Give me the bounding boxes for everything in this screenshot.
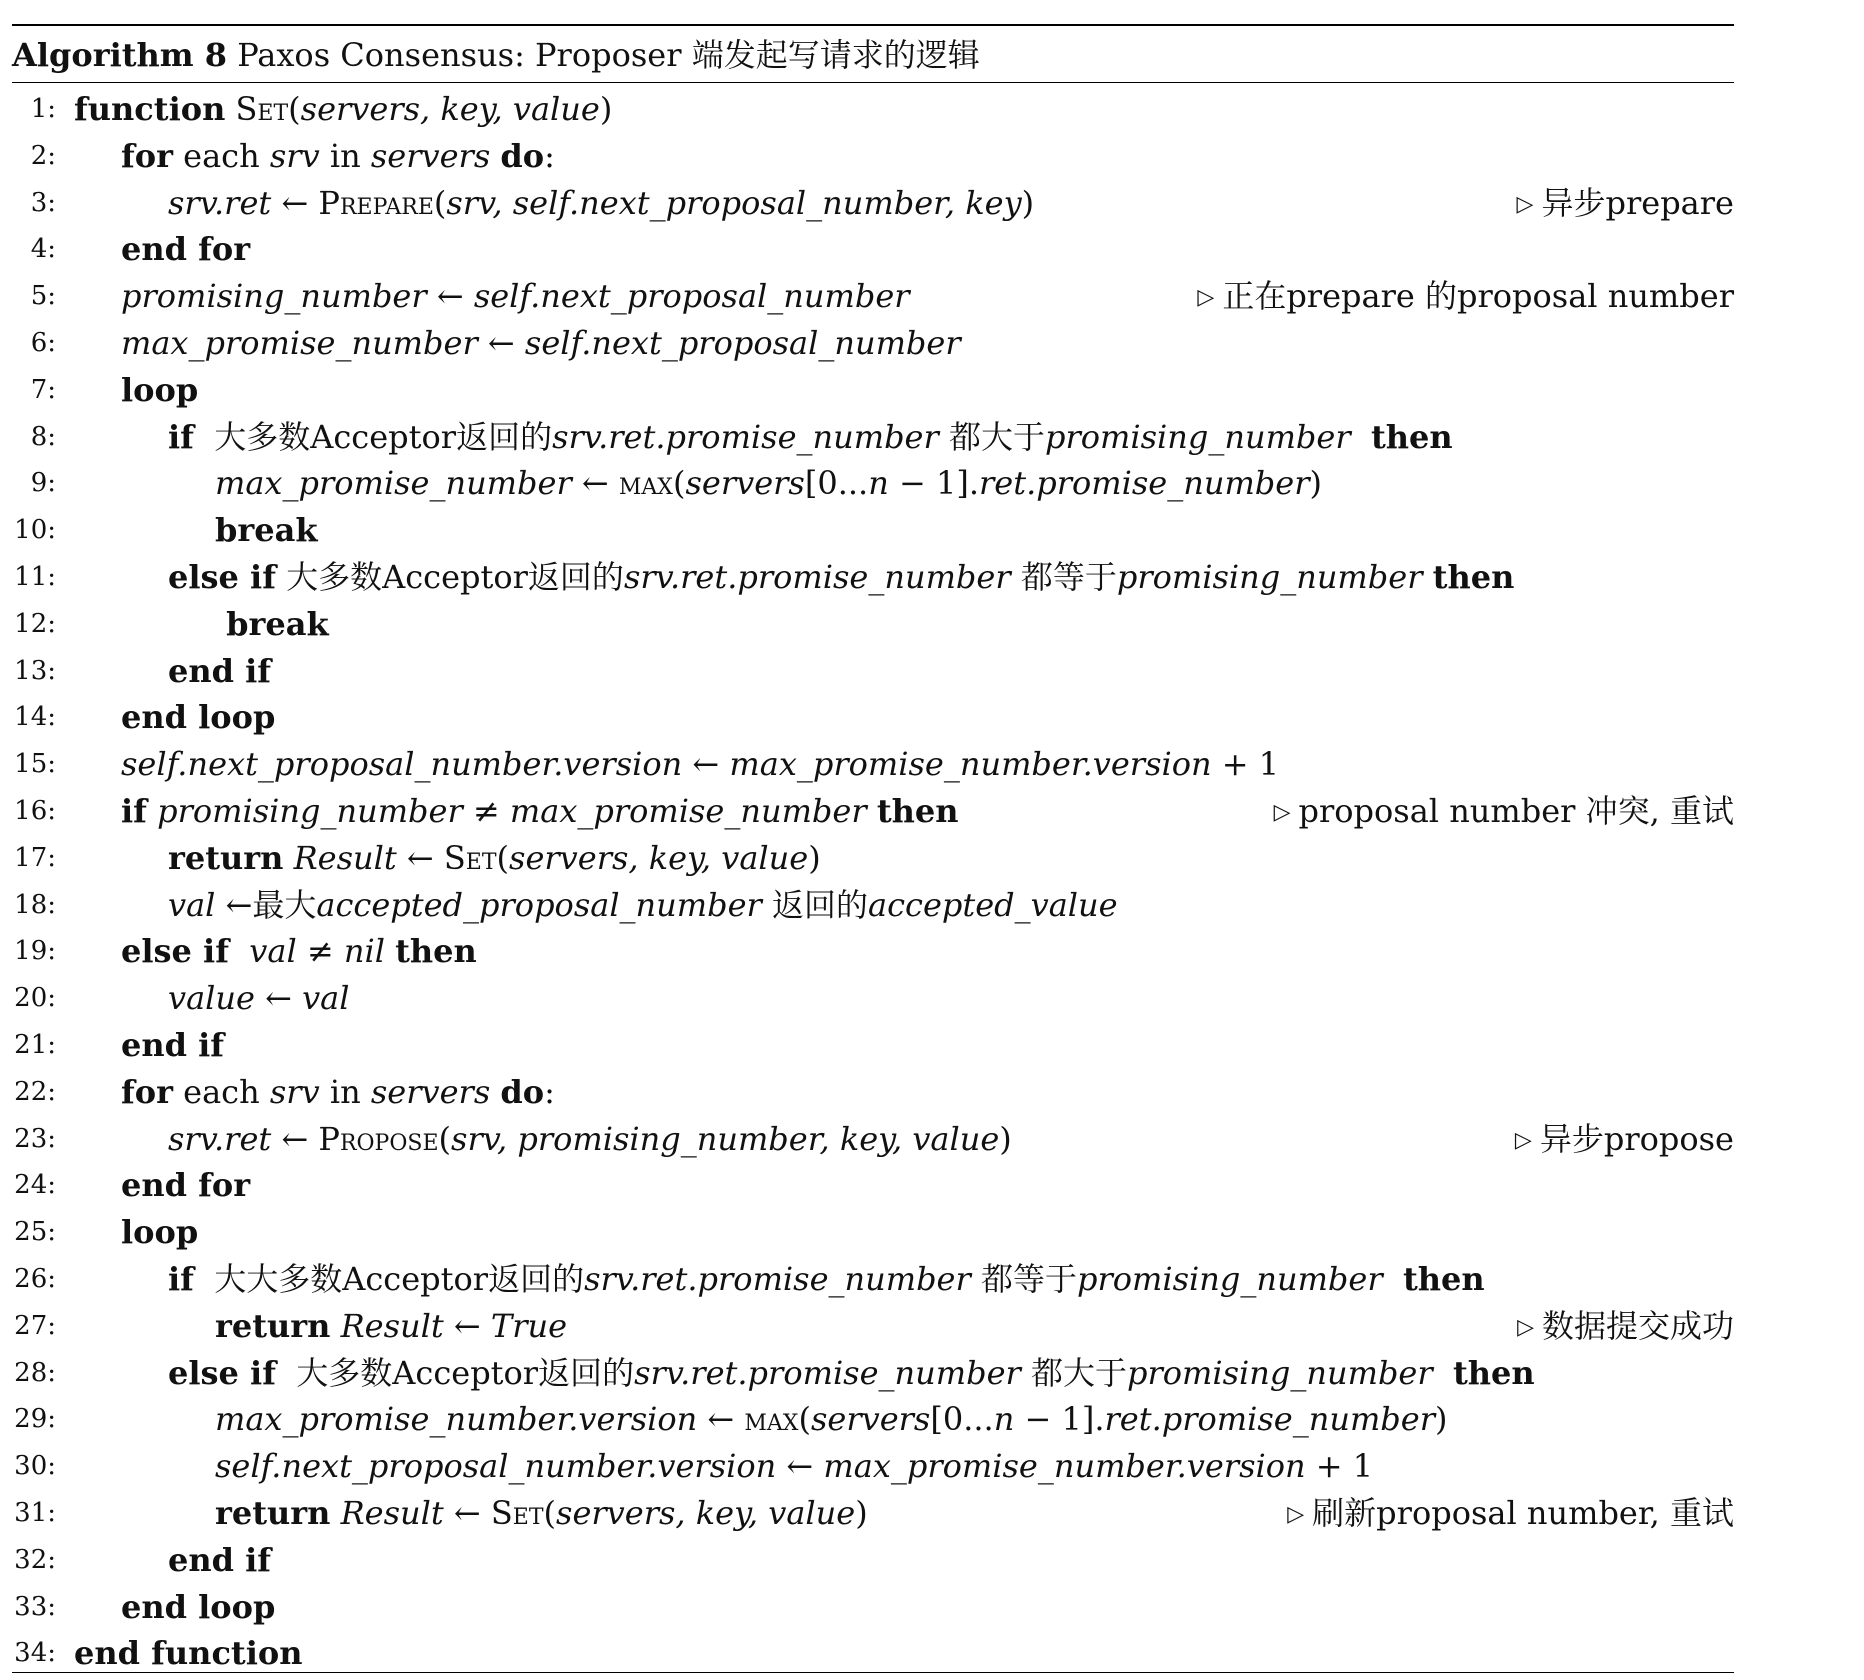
code-text xyxy=(229,932,249,970)
code-text: ← xyxy=(776,1447,824,1486)
comment-triangle-icon: ▷ xyxy=(1197,285,1215,311)
variable: max_promise_number.version xyxy=(729,745,1212,784)
code-text xyxy=(385,932,395,970)
code-text: in xyxy=(319,1072,371,1111)
variable: self.next_proposal_number xyxy=(524,324,961,362)
line-code xyxy=(215,601,329,647)
algorithm-line xyxy=(12,1350,1734,1396)
line-code xyxy=(121,928,477,974)
code-text: ( xyxy=(433,183,447,222)
line-code xyxy=(121,367,198,413)
algorithm-line xyxy=(12,460,1734,506)
line-number: 24: xyxy=(14,1170,56,1201)
variable: srv, promising_number, key, value xyxy=(451,1119,1000,1158)
variable: promising_number xyxy=(1127,1353,1433,1392)
line-code xyxy=(121,788,958,834)
code-text xyxy=(330,1494,340,1532)
code-text xyxy=(1383,1260,1403,1298)
variable: promising_number xyxy=(157,792,463,830)
line-number: 14: xyxy=(14,702,56,733)
variable: self.next_proposal_number xyxy=(473,277,910,316)
line-number: 12: xyxy=(14,608,56,639)
line-code xyxy=(215,1303,567,1349)
line-number: 30: xyxy=(14,1451,56,1482)
keyword: then xyxy=(1370,417,1453,456)
code-text: − 1]. xyxy=(888,464,979,503)
variable: servers xyxy=(810,1400,931,1439)
keyword: loop xyxy=(121,370,199,409)
comment-text: proposal number 冲突, 重试 xyxy=(1298,792,1734,830)
keyword: then xyxy=(1432,558,1515,596)
code-text: 都大于 xyxy=(938,417,1045,456)
line-code xyxy=(168,1116,1012,1162)
line-number: 1: xyxy=(30,94,56,124)
line-number: 34: xyxy=(14,1638,56,1669)
variable: srv.ret.promise_number xyxy=(584,1260,971,1298)
line-code xyxy=(215,1396,1448,1442)
code-text xyxy=(1433,1354,1453,1392)
code-text xyxy=(225,90,235,128)
line-number: 23: xyxy=(14,1123,56,1154)
line-comment xyxy=(1517,1303,1734,1354)
code-text: ) xyxy=(1435,1400,1448,1439)
code-text: 大多数Acceptor返回的 xyxy=(275,1353,635,1392)
code-text: ( xyxy=(438,1119,452,1158)
code-text: ( xyxy=(672,464,686,503)
line-code xyxy=(168,414,1453,460)
variable: Result xyxy=(340,1494,444,1532)
keyword: return xyxy=(168,838,284,877)
code-text: ) xyxy=(999,1119,1012,1158)
keyword: end for xyxy=(121,1166,251,1205)
variable: srv.ret.promise_number xyxy=(623,558,1011,596)
keyword: end loop xyxy=(121,1587,276,1626)
variable: promising_number xyxy=(1076,1260,1383,1298)
algorithm-line xyxy=(12,882,1734,928)
line-code xyxy=(121,320,961,366)
keyword: function xyxy=(74,90,226,128)
algorithm-line xyxy=(12,1630,1734,1676)
algorithm-line xyxy=(12,226,1734,272)
keyword: end if xyxy=(121,1026,225,1064)
code-text: ≠ xyxy=(462,792,510,830)
variable: Result xyxy=(293,838,397,877)
line-number: 21: xyxy=(14,1030,56,1060)
variable: val xyxy=(302,979,350,1018)
line-number: 31: xyxy=(14,1498,56,1528)
line-code xyxy=(168,1256,1485,1302)
keyword: if xyxy=(168,1260,194,1298)
code-text: ← xyxy=(443,1306,491,1345)
code-text xyxy=(283,839,293,877)
code-text: ← xyxy=(271,183,319,222)
line-number: 16: xyxy=(14,796,56,826)
variable: accepted_value xyxy=(868,885,1118,924)
comment-triangle-icon: ▷ xyxy=(1514,1127,1532,1153)
keyword: break xyxy=(215,604,329,643)
procedure-name: Prepare xyxy=(318,183,434,222)
variable: val xyxy=(249,932,297,971)
keyword: then xyxy=(1402,1260,1485,1298)
variable: servers, key, value xyxy=(509,838,809,877)
line-number: 13: xyxy=(14,655,56,686)
caption-label: Algorithm 8 xyxy=(12,36,228,74)
variable: ret.promise_number xyxy=(978,464,1310,503)
variable: promising_number xyxy=(121,277,427,316)
line-comment xyxy=(1197,273,1734,324)
variable: promising_number xyxy=(1044,417,1351,456)
line-comment xyxy=(1274,788,1734,839)
line-number: 20: xyxy=(14,983,56,1014)
keyword: if xyxy=(121,792,147,830)
algorithm-line xyxy=(12,1396,1734,1442)
variable: max_promise_number.version xyxy=(823,1447,1306,1486)
code-text: + 1 xyxy=(1305,1447,1374,1486)
keyword: if xyxy=(168,417,194,456)
algorithm-line xyxy=(12,273,1734,319)
algorithm-line xyxy=(12,1443,1734,1489)
algorithm-caption xyxy=(12,32,980,78)
procedure-name: max xyxy=(618,464,673,503)
line-code xyxy=(121,1584,275,1630)
algorithm-line xyxy=(12,601,1734,647)
algorithm-line xyxy=(12,1022,1734,1068)
code-text: [0... xyxy=(804,464,869,503)
line-number: 6: xyxy=(30,328,56,358)
variable: srv.ret.promise_number xyxy=(634,1353,1021,1392)
line-code xyxy=(121,133,555,179)
variable: ret.promise_number xyxy=(1104,1400,1436,1439)
caption-title: Paxos Consensus: Proposer 端发起写请求的逻辑 xyxy=(237,36,980,74)
algorithm-line xyxy=(12,320,1734,366)
variable: promising_number xyxy=(1116,558,1423,596)
line-code xyxy=(121,1162,250,1208)
variable: servers, key, value xyxy=(556,1494,856,1532)
line-number: 15: xyxy=(14,749,56,780)
keyword: then xyxy=(1453,1353,1535,1392)
variable: Result xyxy=(340,1306,444,1345)
algorithm-line xyxy=(12,133,1734,179)
line-code xyxy=(168,1537,271,1583)
variable: max_promise_number xyxy=(121,324,478,362)
keyword: loop xyxy=(121,1213,199,1252)
code-text: 大多数Acceptor返回的 xyxy=(275,558,624,596)
line-code xyxy=(215,507,318,553)
algorithm-line xyxy=(12,741,1734,787)
code-text: 都等于 xyxy=(1010,558,1117,596)
code-text: 大多数Acceptor返回的 xyxy=(193,417,553,456)
line-number: 9: xyxy=(30,468,56,499)
line-comment xyxy=(1517,180,1734,231)
procedure-name: max xyxy=(744,1400,799,1439)
keyword: do xyxy=(500,1072,545,1111)
variable: n xyxy=(993,1400,1015,1439)
algorithm-line xyxy=(12,975,1734,1021)
line-code xyxy=(215,460,1322,506)
variable: srv.ret xyxy=(168,183,272,222)
bottom-rule xyxy=(12,1672,1734,1673)
variable: srv, self.next_proposal_number, key xyxy=(446,183,1022,222)
code-text: ← xyxy=(443,1494,491,1532)
variable: srv.ret.promise_number xyxy=(552,417,939,456)
comment-text: 正在prepare 的proposal number xyxy=(1222,277,1734,316)
keyword: do xyxy=(500,136,545,175)
comment-text: 数据提交成功 xyxy=(1541,1306,1734,1345)
variable: value xyxy=(168,979,255,1018)
line-number: 33: xyxy=(14,1591,56,1622)
keyword: return xyxy=(215,1494,331,1532)
line-number: 5: xyxy=(30,281,56,312)
code-text: ← xyxy=(477,324,525,362)
code-text: ← xyxy=(426,277,474,316)
line-code xyxy=(121,226,250,272)
algorithm-line xyxy=(12,1162,1734,1208)
keyword: end loop xyxy=(121,698,276,737)
keyword: for xyxy=(121,1072,173,1111)
line-number: 29: xyxy=(14,1404,56,1435)
line-code xyxy=(168,1350,1535,1396)
variable: servers xyxy=(370,1072,491,1111)
line-number: 27: xyxy=(14,1310,56,1341)
variable: srv xyxy=(269,1072,320,1111)
line-number: 10: xyxy=(14,515,56,546)
keyword: then xyxy=(876,792,959,830)
code-text: 都大于 xyxy=(1020,1353,1127,1392)
algorithm-line xyxy=(12,1209,1734,1255)
line-code xyxy=(121,1209,198,1255)
algorithm-line xyxy=(12,1490,1734,1536)
algorithm-line xyxy=(12,694,1734,740)
algorithm-line xyxy=(12,507,1734,553)
code-text xyxy=(1422,558,1432,596)
code-text: ) xyxy=(1309,464,1322,503)
algorithm-line xyxy=(12,1116,1734,1162)
keyword: return xyxy=(215,1306,331,1345)
algorithm-line xyxy=(12,1584,1734,1630)
procedure-name: Set xyxy=(443,838,497,877)
caption-rule xyxy=(12,82,1734,83)
keyword: end if xyxy=(168,651,272,690)
keyword: end for xyxy=(121,230,251,269)
code-text: + 1 xyxy=(1211,745,1280,784)
line-number: 7: xyxy=(30,374,56,405)
line-number: 3: xyxy=(30,187,56,218)
keyword: else if xyxy=(168,1353,276,1392)
code-text xyxy=(867,792,877,830)
variable: servers xyxy=(685,464,805,503)
procedure-name: Propose xyxy=(318,1119,439,1158)
code-text xyxy=(1351,418,1371,456)
code-text xyxy=(490,137,500,175)
code-text: − 1]. xyxy=(1014,1400,1105,1439)
line-code xyxy=(121,1022,224,1068)
variable: max_promise_number xyxy=(215,464,572,503)
variable: val xyxy=(168,885,216,924)
keyword: else if xyxy=(121,932,229,971)
line-code xyxy=(168,835,821,881)
comment-triangle-icon: ▷ xyxy=(1273,800,1291,825)
algorithm-line xyxy=(12,554,1734,600)
code-text: ) xyxy=(808,838,821,877)
variable: max_promise_number xyxy=(509,792,867,830)
algorithm-line xyxy=(12,1069,1734,1115)
keyword: else if xyxy=(168,558,276,596)
code-text: ← xyxy=(254,979,303,1018)
variable: self.next_proposal_number.version xyxy=(215,1447,777,1486)
line-code xyxy=(168,648,271,694)
variable: nil xyxy=(343,932,385,971)
code-text: : xyxy=(544,136,555,175)
comment-triangle-icon: ▷ xyxy=(1516,191,1534,217)
variable: srv xyxy=(269,136,320,175)
variable: n xyxy=(868,464,889,503)
code-text: ← xyxy=(396,838,444,877)
keyword: then xyxy=(395,932,477,971)
code-text: ) xyxy=(599,90,613,128)
comment-text: 异步prepare xyxy=(1541,183,1734,222)
line-comment xyxy=(1287,1490,1734,1541)
algorithm-line xyxy=(12,648,1734,694)
line-code xyxy=(215,1490,868,1536)
code-text: each xyxy=(172,1072,270,1111)
line-number: 19: xyxy=(14,936,56,967)
code-text: in xyxy=(319,136,371,175)
line-number: 22: xyxy=(14,1076,56,1107)
code-text: ) xyxy=(1021,183,1035,222)
procedure-name: Set xyxy=(235,90,289,128)
line-code xyxy=(121,741,1279,787)
keyword: end function xyxy=(74,1634,303,1673)
line-code xyxy=(74,86,612,132)
code-text: [0... xyxy=(930,1400,994,1439)
algorithm-line xyxy=(12,788,1734,834)
line-number: 8: xyxy=(30,421,56,452)
comment-text: 刷新proposal number, 重试 xyxy=(1312,1494,1734,1532)
code-text: ← xyxy=(682,745,730,784)
algorithm-line xyxy=(12,86,1734,132)
code-text: ← xyxy=(697,1400,745,1439)
code-text: 返回的 xyxy=(761,885,869,924)
variable: servers, key, value xyxy=(300,90,600,128)
keyword: for xyxy=(121,136,173,175)
line-number: 11: xyxy=(14,562,56,592)
line-number: 18: xyxy=(14,889,56,920)
algorithm-line xyxy=(12,928,1734,974)
line-code xyxy=(121,273,910,319)
variable: srv.ret xyxy=(168,1119,272,1158)
code-text: ) xyxy=(855,1494,868,1532)
line-code xyxy=(215,1443,1373,1489)
algorithm-line xyxy=(12,367,1734,413)
line-number: 25: xyxy=(14,1217,56,1248)
line-comment xyxy=(1515,1116,1734,1167)
code-text xyxy=(330,1307,340,1345)
algorithm-line xyxy=(12,835,1734,881)
line-code xyxy=(121,694,275,740)
line-code xyxy=(168,882,1118,928)
code-text: ( xyxy=(543,1494,557,1532)
variable: accepted_proposal_number xyxy=(316,885,762,924)
code-text: ( xyxy=(798,1400,811,1439)
variable: servers xyxy=(370,136,491,175)
top-rule xyxy=(12,24,1734,26)
code-text: each xyxy=(172,136,270,175)
line-number: 4: xyxy=(30,234,56,265)
algorithm-line xyxy=(12,1537,1734,1583)
line-code xyxy=(121,1069,555,1115)
code-text: ← xyxy=(271,1119,319,1158)
algorithm-line xyxy=(12,180,1734,226)
code-text xyxy=(147,792,157,830)
comment-triangle-icon: ▷ xyxy=(1287,1502,1305,1527)
algorithm-line xyxy=(12,1303,1734,1349)
variable: max_promise_number.version xyxy=(215,1400,698,1439)
code-text: ← xyxy=(571,464,619,503)
algorithm-line xyxy=(12,414,1734,460)
code-text: : xyxy=(544,1072,555,1111)
line-number: 17: xyxy=(14,842,56,873)
line-number: 2: xyxy=(30,140,56,171)
variable: self.next_proposal_number.version xyxy=(121,745,683,784)
keyword: break xyxy=(215,511,318,550)
keyword: end if xyxy=(168,1540,272,1579)
line-code xyxy=(168,975,349,1021)
comment-text: 异步propose xyxy=(1539,1119,1734,1158)
procedure-name: Set xyxy=(490,1494,544,1532)
line-number: 28: xyxy=(14,1357,56,1388)
line-code xyxy=(168,180,1034,226)
code-text: ≠ xyxy=(296,932,344,971)
code-text xyxy=(490,1073,500,1111)
line-code xyxy=(74,1630,302,1676)
line-code xyxy=(168,554,1514,600)
code-text: ←最大 xyxy=(215,885,317,924)
code-text: ( xyxy=(288,90,301,128)
algorithm-line xyxy=(12,1256,1734,1302)
code-text: 大大多数Acceptor返回的 xyxy=(193,1260,585,1298)
code-text: ( xyxy=(496,838,510,877)
variable: True xyxy=(490,1306,568,1345)
code-text: 都等于 xyxy=(970,1260,1077,1298)
line-number: 32: xyxy=(14,1544,56,1575)
line-number: 26: xyxy=(14,1264,56,1294)
comment-triangle-icon: ▷ xyxy=(1517,1314,1534,1340)
